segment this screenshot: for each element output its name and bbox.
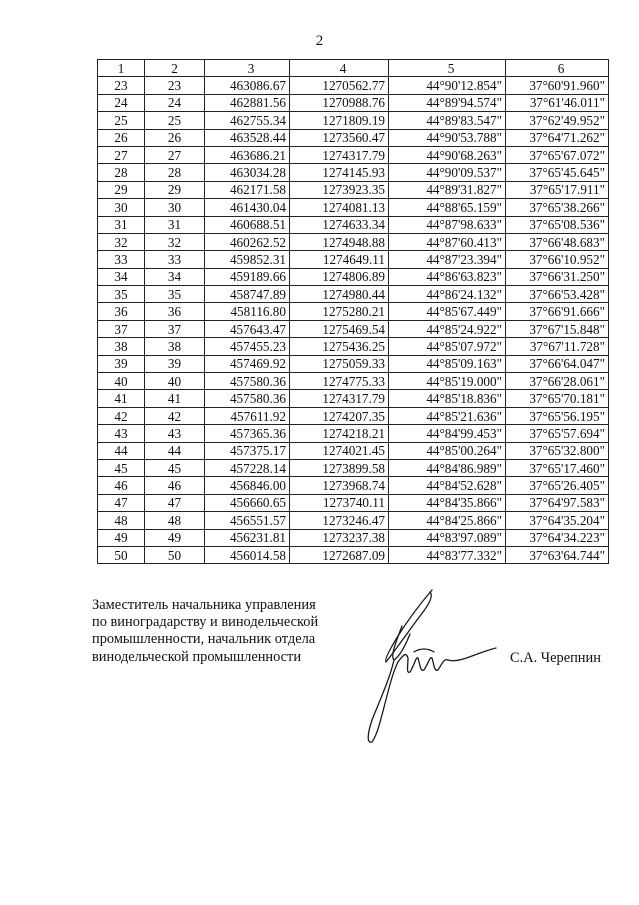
column-header: 3 <box>205 60 290 77</box>
table-cell: 457469.92 <box>205 355 290 372</box>
table-cell: 41 <box>98 390 145 407</box>
table-cell: 23 <box>145 77 205 94</box>
table-cell: 37°66'64.047" <box>506 355 609 372</box>
table-cell: 37°64'35.204" <box>506 512 609 529</box>
table-cell: 44°87'98.633" <box>389 216 506 233</box>
table-cell: 44°89'83.547" <box>389 112 506 129</box>
table-cell: 1274806.89 <box>290 268 389 285</box>
table-cell: 44°85'24.922" <box>389 320 506 337</box>
table-cell: 460262.52 <box>205 233 290 250</box>
table-cell: 44°89'94.574" <box>389 94 506 111</box>
table-cell: 28 <box>98 164 145 181</box>
table-cell: 37°66'28.061" <box>506 373 609 390</box>
table-cell: 463034.28 <box>205 164 290 181</box>
table-cell: 1273560.47 <box>290 129 389 146</box>
table-cell: 35 <box>98 286 145 303</box>
table-cell: 457611.92 <box>205 407 290 424</box>
table-cell: 1274633.34 <box>290 216 389 233</box>
table-header-row <box>98 60 609 77</box>
table-row <box>98 338 609 355</box>
table-cell: 44°85'07.972" <box>389 338 506 355</box>
table-cell: 37°65'17.460" <box>506 459 609 476</box>
table-row <box>98 529 609 546</box>
table-row <box>98 216 609 233</box>
table-cell: 456014.58 <box>205 546 290 563</box>
position-line: промышленности, начальник отдела <box>92 631 316 648</box>
position-line: винодельческой промышленности <box>92 648 302 665</box>
table-cell: 39 <box>98 355 145 372</box>
table-row <box>98 94 609 111</box>
table-cell: 37°65'45.645" <box>506 164 609 181</box>
table-cell: 44°84'86.989" <box>389 459 506 476</box>
table-cell: 1274021.45 <box>290 442 389 459</box>
table-cell: 45 <box>98 459 145 476</box>
table-row <box>98 459 609 476</box>
table-cell: 47 <box>98 494 145 511</box>
table-cell: 37 <box>98 320 145 337</box>
table-cell: 38 <box>98 338 145 355</box>
table-cell: 34 <box>145 268 205 285</box>
table-cell: 1274948.88 <box>290 233 389 250</box>
table-cell: 44°90'12.854" <box>389 77 506 94</box>
table-cell: 41 <box>145 390 205 407</box>
table-row <box>98 129 609 146</box>
table-cell: 35 <box>145 286 205 303</box>
table-cell: 459189.66 <box>205 268 290 285</box>
table-cell: 46 <box>98 477 145 494</box>
table-cell: 460688.51 <box>205 216 290 233</box>
table-cell: 37°65'57.694" <box>506 425 609 442</box>
table-row <box>98 494 609 511</box>
table-cell: 1274980.44 <box>290 286 389 303</box>
table-cell: 30 <box>98 199 145 216</box>
table-cell: 49 <box>145 529 205 546</box>
table-cell: 44°84'35.866" <box>389 494 506 511</box>
table-cell: 44 <box>98 442 145 459</box>
table-cell: 1273237.38 <box>290 529 389 546</box>
table-cell: 44°89'31.827" <box>389 181 506 198</box>
table-cell: 45 <box>145 459 205 476</box>
table-cell: 43 <box>98 425 145 442</box>
table-cell: 48 <box>98 512 145 529</box>
position-line: по виноградарству и винодельческой <box>92 614 319 631</box>
table-row <box>98 112 609 129</box>
table-cell: 42 <box>145 407 205 424</box>
column-header: 6 <box>506 60 609 77</box>
table-cell: 38 <box>145 338 205 355</box>
table-cell: 44°90'09.537" <box>389 164 506 181</box>
table-cell: 43 <box>145 425 205 442</box>
table-cell: 458747.89 <box>205 286 290 303</box>
table-cell: 1273968.74 <box>290 477 389 494</box>
table-cell: 457643.47 <box>205 320 290 337</box>
table-cell: 48 <box>145 512 205 529</box>
table-cell: 462171.58 <box>205 181 290 198</box>
table-cell: 33 <box>145 251 205 268</box>
table-cell: 1275059.33 <box>290 355 389 372</box>
table-cell: 1274317.79 <box>290 390 389 407</box>
table-cell: 37°67'11.728" <box>506 338 609 355</box>
table-row <box>98 233 609 250</box>
table-cell: 37°65'38.266" <box>506 199 609 216</box>
table-cell: 37°65'70.181" <box>506 390 609 407</box>
table-cell: 1273740.11 <box>290 494 389 511</box>
table-cell: 23 <box>98 77 145 94</box>
table-row <box>98 164 609 181</box>
table-cell: 34 <box>98 268 145 285</box>
table-cell: 1274145.93 <box>290 164 389 181</box>
table-cell: 24 <box>98 94 145 111</box>
table-row <box>98 407 609 424</box>
table-cell: 456846.00 <box>205 477 290 494</box>
table-cell: 27 <box>98 146 145 163</box>
page-number: 2 <box>315 33 324 49</box>
table-cell: 1273246.47 <box>290 512 389 529</box>
table-cell: 44°84'52.628" <box>389 477 506 494</box>
table-cell: 27 <box>145 146 205 163</box>
column-header: 5 <box>389 60 506 77</box>
coordinates-table <box>97 59 609 564</box>
table-cell: 44°86'63.823" <box>389 268 506 285</box>
table-cell: 37°66'10.952" <box>506 251 609 268</box>
table-cell: 37°65'67.072" <box>506 146 609 163</box>
table-cell: 26 <box>98 129 145 146</box>
table-cell: 1273923.35 <box>290 181 389 198</box>
table-cell: 1275469.54 <box>290 320 389 337</box>
table-cell: 24 <box>145 94 205 111</box>
table-cell: 1271809.19 <box>290 112 389 129</box>
table-row <box>98 303 609 320</box>
signatory-position <box>92 597 318 666</box>
table-cell: 457365.36 <box>205 425 290 442</box>
table-cell: 37°65'08.536" <box>506 216 609 233</box>
table-cell: 456231.81 <box>205 529 290 546</box>
table-cell: 463086.67 <box>205 77 290 94</box>
table-cell: 456551.57 <box>205 512 290 529</box>
table-cell: 1270988.76 <box>290 94 389 111</box>
table-cell: 1275280.21 <box>290 303 389 320</box>
table-row <box>98 425 609 442</box>
table-cell: 32 <box>98 233 145 250</box>
table-cell: 32 <box>145 233 205 250</box>
table-cell: 37°66'91.666" <box>506 303 609 320</box>
coordinates-table-body <box>98 60 609 564</box>
table-cell: 1274317.79 <box>290 146 389 163</box>
table-row <box>98 77 609 94</box>
table-cell: 462881.56 <box>205 94 290 111</box>
table-cell: 463686.21 <box>205 146 290 163</box>
table-cell: 50 <box>98 546 145 563</box>
table-cell: 37°65'26.405" <box>506 477 609 494</box>
column-header: 1 <box>98 60 145 77</box>
table-cell: 44°84'25.866" <box>389 512 506 529</box>
table-row <box>98 442 609 459</box>
table-cell: 44°85'18.836" <box>389 390 506 407</box>
table-cell: 457455.23 <box>205 338 290 355</box>
table-cell: 44°85'67.449" <box>389 303 506 320</box>
table-cell: 44 <box>145 442 205 459</box>
table-cell: 459852.31 <box>205 251 290 268</box>
table-cell: 44°87'23.394" <box>389 251 506 268</box>
table-cell: 50 <box>145 546 205 563</box>
table-cell: 29 <box>98 181 145 198</box>
table-cell: 44°85'21.636" <box>389 407 506 424</box>
column-header: 2 <box>145 60 205 77</box>
table-cell: 42 <box>98 407 145 424</box>
table-cell: 37°61'46.011" <box>506 94 609 111</box>
table-cell: 37 <box>145 320 205 337</box>
table-cell: 40 <box>145 373 205 390</box>
table-cell: 36 <box>98 303 145 320</box>
table-cell: 37°66'48.683" <box>506 233 609 250</box>
table-cell: 36 <box>145 303 205 320</box>
table-cell: 1273899.58 <box>290 459 389 476</box>
table-cell: 47 <box>145 494 205 511</box>
table-cell: 462755.34 <box>205 112 290 129</box>
table-row <box>98 199 609 216</box>
table-cell: 37°66'53.428" <box>506 286 609 303</box>
table-row <box>98 251 609 268</box>
table-cell: 37°64'71.262" <box>506 129 609 146</box>
table-row <box>98 477 609 494</box>
table-cell: 46 <box>145 477 205 494</box>
table-cell: 1274207.35 <box>290 407 389 424</box>
table-cell: 37°63'64.744" <box>506 546 609 563</box>
table-cell: 37°65'17.911" <box>506 181 609 198</box>
table-cell: 44°83'77.332" <box>389 546 506 563</box>
table-cell: 37°64'97.583" <box>506 494 609 511</box>
table-cell: 44°84'99.453" <box>389 425 506 442</box>
table-cell: 25 <box>145 112 205 129</box>
table-cell: 1270562.77 <box>290 77 389 94</box>
table-row <box>98 286 609 303</box>
table-row <box>98 268 609 285</box>
table-cell: 456660.65 <box>205 494 290 511</box>
table-cell: 44°83'97.089" <box>389 529 506 546</box>
table-cell: 37°64'34.223" <box>506 529 609 546</box>
handwritten-signature <box>350 582 500 752</box>
table-cell: 44°86'24.132" <box>389 286 506 303</box>
column-header: 4 <box>290 60 389 77</box>
table-cell: 1272687.09 <box>290 546 389 563</box>
table-row <box>98 512 609 529</box>
table-cell: 44°90'68.263" <box>389 146 506 163</box>
table-cell: 37°67'15.848" <box>506 320 609 337</box>
table-row <box>98 390 609 407</box>
table-cell: 1274775.33 <box>290 373 389 390</box>
table-cell: 457580.36 <box>205 390 290 407</box>
table-cell: 31 <box>98 216 145 233</box>
table-cell: 44°85'19.000" <box>389 373 506 390</box>
table-row <box>98 320 609 337</box>
table-cell: 1274218.21 <box>290 425 389 442</box>
table-cell: 33 <box>98 251 145 268</box>
signer-name: С.А. Черепнин <box>510 650 601 666</box>
table-cell: 44°90'53.788" <box>389 129 506 146</box>
table-cell: 1274081.13 <box>290 199 389 216</box>
table-row <box>98 181 609 198</box>
table-cell: 37°62'49.952" <box>506 112 609 129</box>
table-cell: 39 <box>145 355 205 372</box>
table-cell: 44°87'60.413" <box>389 233 506 250</box>
table-cell: 463528.44 <box>205 129 290 146</box>
position-line: Заместитель начальника управления <box>92 597 316 613</box>
table-cell: 461430.04 <box>205 199 290 216</box>
table-cell: 457375.17 <box>205 442 290 459</box>
table-cell: 37°66'31.250" <box>506 268 609 285</box>
table-cell: 1274649.11 <box>290 251 389 268</box>
table-cell: 457228.14 <box>205 459 290 476</box>
table-cell: 37°60'91.960" <box>506 77 609 94</box>
table-cell: 26 <box>145 129 205 146</box>
table-cell: 44°88'65.159" <box>389 199 506 216</box>
table-cell: 28 <box>145 164 205 181</box>
table-cell: 25 <box>98 112 145 129</box>
table-cell: 29 <box>145 181 205 198</box>
table-cell: 31 <box>145 216 205 233</box>
table-cell: 49 <box>98 529 145 546</box>
table-cell: 458116.80 <box>205 303 290 320</box>
table-cell: 40 <box>98 373 145 390</box>
table-cell: 1275436.25 <box>290 338 389 355</box>
table-cell: 457580.36 <box>205 373 290 390</box>
table-row <box>98 355 609 372</box>
table-cell: 37°65'32.800" <box>506 442 609 459</box>
table-cell: 44°85'00.264" <box>389 442 506 459</box>
table-row <box>98 146 609 163</box>
table-cell: 44°85'09.163" <box>389 355 506 372</box>
table-row <box>98 373 609 390</box>
table-row <box>98 546 609 563</box>
table-cell: 37°65'56.195" <box>506 407 609 424</box>
table-cell: 30 <box>145 199 205 216</box>
